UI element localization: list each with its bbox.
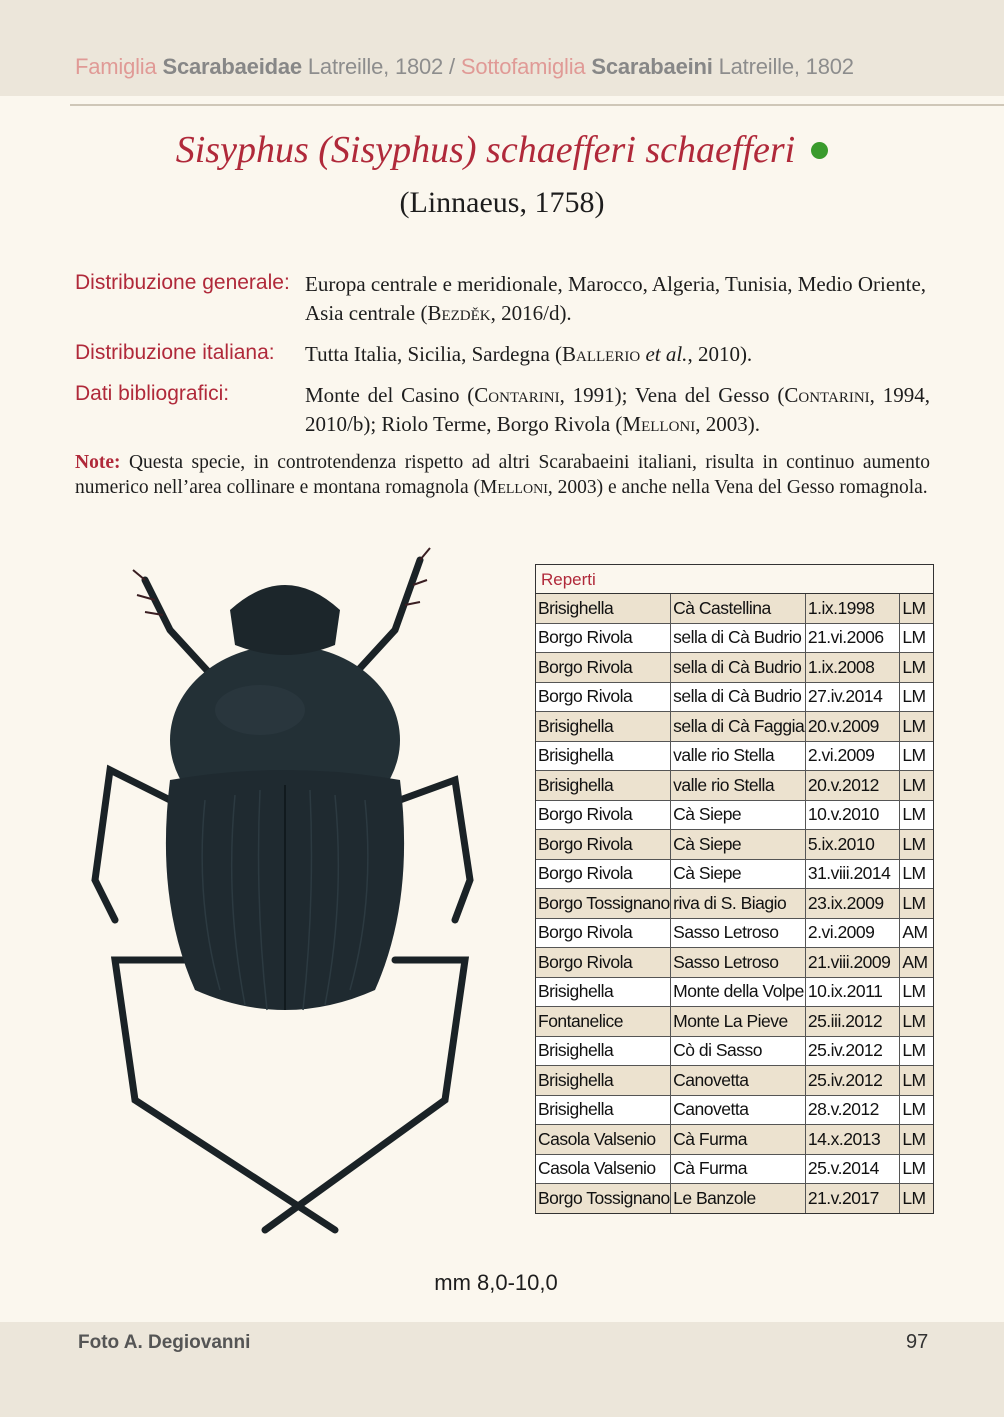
cell-date: 25.v.2014 [805, 1154, 899, 1184]
cell-site: Canovetta [671, 1095, 806, 1125]
cell-locality: Borgo Rivola [536, 682, 671, 712]
species-author: (Linnaeus, 1758) [399, 186, 605, 219]
cell-collector: LM [900, 623, 933, 653]
cell-site: Le Banzole [671, 1184, 806, 1213]
dist-it-label: Distribuzione italiana: [75, 341, 275, 364]
note-text2: , 2003) e anche nella Vena del Gesso romagnola. [547, 477, 928, 498]
cell-date: 27.iv.2014 [805, 682, 899, 712]
table-row [536, 1154, 933, 1184]
table-row [536, 653, 933, 683]
cell-site: Cà Castellina [671, 594, 806, 623]
cell-site: valle rio Stella [671, 771, 806, 801]
biblio-cite1: Contarini [474, 383, 560, 407]
cell-collector: AM [900, 918, 933, 948]
table-row [536, 800, 933, 830]
table-row [536, 1066, 933, 1096]
taxonomy-header [75, 54, 854, 80]
cell-locality: Brisighella [536, 712, 671, 742]
cell-collector: LM [900, 682, 933, 712]
cell-collector: LM [900, 653, 933, 683]
biblio-label: Dati bibliografici: [75, 382, 230, 405]
table-row [536, 1125, 933, 1155]
cell-locality: Borgo Rivola [536, 948, 671, 978]
cell-site: sella di Cà Budrio [671, 653, 806, 683]
cell-site: Cà Siepe [671, 859, 806, 889]
table-row [536, 977, 933, 1007]
dist-gen-text: Europa centrale e meridionale, Marocco, Algeria, Tunisia, Medio Oriente, Asia centrale ( [305, 272, 927, 325]
cell-collector: LM [900, 741, 933, 771]
cell-collector: LM [900, 1154, 933, 1184]
cell-locality: Borgo Rivola [536, 859, 671, 889]
note-label: Note: [75, 452, 121, 473]
cell-locality: Borgo Tossignano [536, 889, 671, 919]
cell-locality: Brisighella [536, 1095, 671, 1125]
table-row [536, 712, 933, 742]
cell-date: 1.ix.2008 [805, 653, 899, 683]
cell-date: 10.ix.2011 [805, 977, 899, 1007]
cell-locality: Brisighella [536, 1066, 671, 1096]
table-row [536, 682, 933, 712]
sottofamiglia-label: Sottofamiglia [460, 54, 586, 79]
cell-date: 20.v.2009 [805, 712, 899, 742]
header-band [0, 0, 1004, 96]
cell-locality: Borgo Rivola [536, 830, 671, 860]
page-number: 97 [906, 1331, 929, 1353]
cell-date: 2.vi.2009 [805, 741, 899, 771]
cell-site: Cà Furma [671, 1125, 806, 1155]
cell-locality: Fontanelice [536, 1007, 671, 1037]
cell-site: Cà Siepe [671, 830, 806, 860]
cell-collector: LM [900, 1184, 933, 1213]
biblio-part4: , 2003). [695, 412, 760, 436]
sottofamiglia-name: Scarabaeini [591, 54, 713, 79]
cell-date: 31.viii.2014 [805, 859, 899, 889]
cell-collector: LM [900, 1007, 933, 1037]
famiglia-label: Famiglia [75, 54, 157, 79]
cell-collector: LM [900, 830, 933, 860]
cell-locality: Casola Valsenio [536, 1154, 671, 1184]
dist-gen-label: Distribuzione generale: [75, 271, 290, 294]
table-row [536, 1095, 933, 1125]
cell-date: 14.x.2013 [805, 1125, 899, 1155]
species-name: Sisyphus (Sisyphus) schaefferi schaefferi [175, 129, 796, 171]
size-label: mm 8,0-10,0 [434, 1270, 558, 1295]
cell-collector: LM [900, 771, 933, 801]
cell-collector: LM [900, 889, 933, 919]
note-paragraph [75, 450, 930, 500]
cell-locality: Brisighella [536, 771, 671, 801]
cell-collector: AM [900, 948, 933, 978]
cell-locality: Borgo Rivola [536, 623, 671, 653]
reperti-title: Reperti [536, 565, 933, 594]
cell-collector: LM [900, 1095, 933, 1125]
dist-it-tail: , 2010). [687, 342, 753, 366]
cell-collector: LM [900, 1036, 933, 1066]
table-row [536, 1007, 933, 1037]
famiglia-name: Scarabaeidae [162, 54, 302, 79]
cell-site: Cà Furma [671, 1154, 806, 1184]
cell-date: 21.v.2017 [805, 1184, 899, 1213]
table-row [536, 1184, 933, 1213]
table-row [536, 830, 933, 860]
cell-site: Cà Siepe [671, 800, 806, 830]
cell-site: Sasso Letroso [671, 948, 806, 978]
photo-credit: Foto A. Degiovanni [78, 1332, 251, 1353]
biblio-part2: , 1991); Vena del Gesso ( [559, 383, 785, 407]
biblio-cite3: Melloni [622, 412, 696, 436]
table-row [536, 918, 933, 948]
cell-collector: LM [900, 1066, 933, 1096]
cell-collector: LM [900, 859, 933, 889]
cell-date: 10.v.2010 [805, 800, 899, 830]
dist-it-value [305, 340, 930, 369]
cell-locality: Borgo Rivola [536, 653, 671, 683]
cell-date: 23.ix.2009 [805, 889, 899, 919]
cell-date: 21.viii.2009 [805, 948, 899, 978]
cell-site: sella di Cà Faggia [671, 712, 806, 742]
table-row [536, 948, 933, 978]
cell-date: 28.v.2012 [805, 1095, 899, 1125]
table-row [536, 741, 933, 771]
cell-date: 25.iv.2012 [805, 1066, 899, 1096]
dist-gen-cite: Bezděk [427, 301, 491, 325]
cell-collector: LM [900, 800, 933, 830]
cell-date: 5.ix.2010 [805, 830, 899, 860]
cell-date: 20.v.2012 [805, 771, 899, 801]
cell-collector: LM [900, 712, 933, 742]
cell-date: 25.iii.2012 [805, 1007, 899, 1037]
reperti-table [535, 564, 934, 1214]
reperti-grid [536, 594, 933, 1213]
cell-site: sella di Cà Budrio [671, 682, 806, 712]
biblio-part1: Monte del Casino ( [305, 383, 475, 407]
dist-it-etal: et al. [645, 342, 688, 366]
table-row [536, 771, 933, 801]
cell-site: Monte della Volpe [671, 977, 806, 1007]
header-divider [70, 104, 1004, 106]
cell-date: 2.vi.2009 [805, 918, 899, 948]
sottofamiglia-author: Latreille, 1802 [718, 54, 854, 79]
species-title [0, 128, 1004, 172]
cell-locality: Borgo Tossignano [536, 1184, 671, 1213]
table-row [536, 594, 933, 623]
cell-locality: Borgo Rivola [536, 918, 671, 948]
famiglia-author: Latreille, 1802 [307, 54, 444, 79]
table-row [536, 859, 933, 889]
table-row [536, 889, 933, 919]
cell-locality: Brisighella [536, 594, 671, 623]
cell-locality: Brisighella [536, 977, 671, 1007]
note-cite: Melloni [479, 477, 548, 498]
cell-site: Cò di Sasso [671, 1036, 806, 1066]
cell-collector: LM [900, 977, 933, 1007]
cell-site: riva di S. Biagio [671, 889, 806, 919]
biblio-value [305, 381, 930, 439]
cell-collector: LM [900, 594, 933, 623]
dist-gen-tail: , 2016/d). [490, 301, 572, 325]
cell-collector: LM [900, 1125, 933, 1155]
dist-gen-value [305, 270, 930, 328]
status-dot-icon [811, 142, 828, 159]
cell-site: Canovetta [671, 1066, 806, 1096]
dist-it-text: Tutta Italia, Sicilia, Sardegna ( [305, 342, 563, 366]
cell-site: sella di Cà Budrio [671, 623, 806, 653]
cell-date: 1.ix.1998 [805, 594, 899, 623]
biblio-cite2: Contarini [784, 383, 870, 407]
table-row [536, 623, 933, 653]
cell-site: Monte La Pieve [671, 1007, 806, 1037]
cell-date: 21.vi.2006 [805, 623, 899, 653]
beetle-photo [75, 540, 495, 1240]
cell-site: valle rio Stella [671, 741, 806, 771]
note-text1: Questa specie, in controtendenza rispetto ad altri Scarabaeini italiani, risulta in continuo aumento numerico nell’area collinare e montana romagnola ( [75, 452, 930, 498]
cell-date: 25.iv.2012 [805, 1036, 899, 1066]
dist-it-cite: Ballerio [562, 342, 641, 366]
cell-site: Sasso Letroso [671, 918, 806, 948]
cell-locality: Brisighella [536, 1036, 671, 1066]
header-separator: / [449, 54, 455, 79]
cell-locality: Casola Valsenio [536, 1125, 671, 1155]
cell-locality: Brisighella [536, 741, 671, 771]
cell-locality: Borgo Rivola [536, 800, 671, 830]
table-row [536, 1036, 933, 1066]
biblio-part3: , 1994, 2010/b); Riolo Terme, Borgo Rivola ( [305, 383, 930, 436]
